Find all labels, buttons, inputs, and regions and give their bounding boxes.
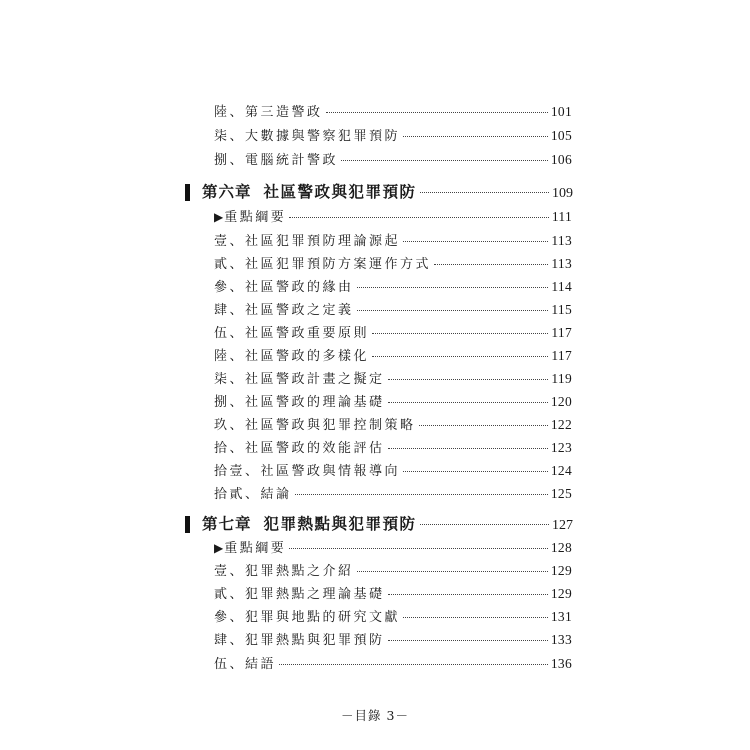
toc-entry-title: 壹、犯罪熱點之介紹 [214,564,354,579]
toc-entry-page: 114 [551,279,572,294]
toc-entry-title: 拾貳、結論 [214,487,292,502]
chapter-page: 127 [552,518,573,533]
toc-entry-title: 參、犯罪與地點的研究文獻 [214,610,401,625]
toc-entry [214,152,572,169]
chapter-marker-bar [185,516,190,533]
toc-entry [214,256,572,273]
toc-entry-page: 117 [551,348,572,363]
toc-entry-page: 124 [550,463,572,478]
dot-leader [388,594,548,595]
toc-entry-page: 129 [550,563,572,578]
toc-entry-page: 115 [551,302,572,317]
toc-entry-page: 106 [550,152,572,167]
dot-leader [372,356,548,357]
toc-entry-page: 136 [550,656,572,671]
toc-entry-page: 123 [550,440,572,455]
dot-leader [341,160,548,161]
toc-entry-title: 拾壹、社區警政與情報導向 [214,464,401,479]
dot-leader [403,241,548,242]
toc-entry-title: 拾、社區警政的效能評估 [214,441,385,456]
toc-entry [214,371,572,388]
dot-leader [403,471,548,472]
toc-entry-page: 125 [550,486,572,501]
toc-entry-page: 128 [550,540,572,555]
dot-leader [295,494,548,495]
toc-entry-page: 105 [550,128,572,143]
toc-entry [214,609,572,626]
toc-entry [214,128,572,145]
toc-entry-page: 111 [551,209,572,224]
toc-entry [214,233,572,250]
chapter-marker-bar [185,184,190,201]
toc-entry [214,586,572,603]
toc-entry [214,486,572,503]
chapter-heading [185,182,573,203]
toc-entry-title: 陸、社區警政的多樣化 [214,349,370,364]
toc-entry [214,540,572,557]
toc-entry-title: 重點綱要 [224,210,287,225]
toc-entry-title: 捌、電腦統計警政 [214,153,339,168]
dot-leader [289,548,548,549]
toc-entry-page: 101 [550,104,572,119]
toc-entry-page: 117 [551,325,572,340]
toc-entry-title: 伍、結語 [214,657,277,672]
dot-leader [289,217,549,218]
toc-entry [214,417,572,434]
toc-entry-title: 捌、社區警政的理論基礎 [214,395,385,410]
dot-leader [279,664,548,665]
dot-leader [388,448,548,449]
toc-entry-page: 120 [550,394,572,409]
toc-entry-title: 肆、犯罪熱點與犯罪預防 [214,633,385,648]
toc-entry [214,440,572,457]
toc-entry-page: 113 [551,256,572,271]
chapter-number: 第七章 [202,514,252,533]
toc-entry [214,348,572,365]
toc-entry [214,632,572,649]
dot-leader [357,310,549,311]
toc-entry-title: 貳、犯罪熱點之理論基礎 [214,587,385,602]
toc-entry-title: 柒、社區警政計畫之擬定 [214,372,385,387]
dot-leader [419,425,548,426]
dot-leader [420,524,549,525]
pointer-arrow-icon: ▶ [214,210,224,224]
toc-entry-page: 113 [551,233,572,248]
toc-entry [214,209,572,226]
pointer-arrow-icon: ▶ [214,541,224,555]
toc-entry-title: 參、社區警政的緣由 [214,280,354,295]
toc-entry-title: 貳、社區犯罪預防方案運作方式 [214,257,432,272]
toc-entry-title: 重點綱要 [224,541,287,556]
toc-entry-page: 133 [550,632,572,647]
toc-entry [214,394,572,411]
dot-leader [388,379,549,380]
toc-entry-title: 壹、社區犯罪預防理論源起 [214,234,401,249]
toc-entry [214,463,572,480]
toc-entry-title: 肆、社區警政之定義 [214,303,354,318]
chapter-number: 第六章 [202,182,252,201]
toc-entry-page: 119 [551,371,572,386]
toc-entry [214,325,572,342]
dot-leader [403,136,548,137]
dot-leader [388,402,548,403]
chapter-title: 犯罪熱點與犯罪預防 [263,514,417,533]
toc-entry-title: 柒、大數據與警察犯罪預防 [214,129,401,144]
chapter-page: 109 [552,186,573,201]
toc-entry [214,656,572,673]
dot-leader [403,617,548,618]
toc-entry-page: 131 [550,609,572,624]
toc-entry-page: 122 [550,417,572,432]
chapter-title: 社區警政與犯罪預防 [263,182,417,201]
dot-leader [420,192,549,193]
toc-entry-title: 陸、第三造警政 [214,105,323,120]
dot-leader [326,112,548,113]
toc-entry [214,302,572,319]
toc-entry-title: 伍、社區警政重要原則 [214,326,370,341]
page-footer: －目錄 3－ [341,708,409,723]
chapter-heading [185,514,573,535]
dot-leader [388,640,548,641]
dot-leader [357,571,548,572]
toc-entry-title: 玖、社區警政與犯罪控制策略 [214,418,416,433]
dot-leader [357,287,549,288]
toc-entry [214,563,572,580]
dot-leader [434,264,548,265]
toc-entry-page: 129 [550,586,572,601]
toc-entry [214,279,572,296]
dot-leader [372,333,548,334]
toc-entry [214,104,572,121]
